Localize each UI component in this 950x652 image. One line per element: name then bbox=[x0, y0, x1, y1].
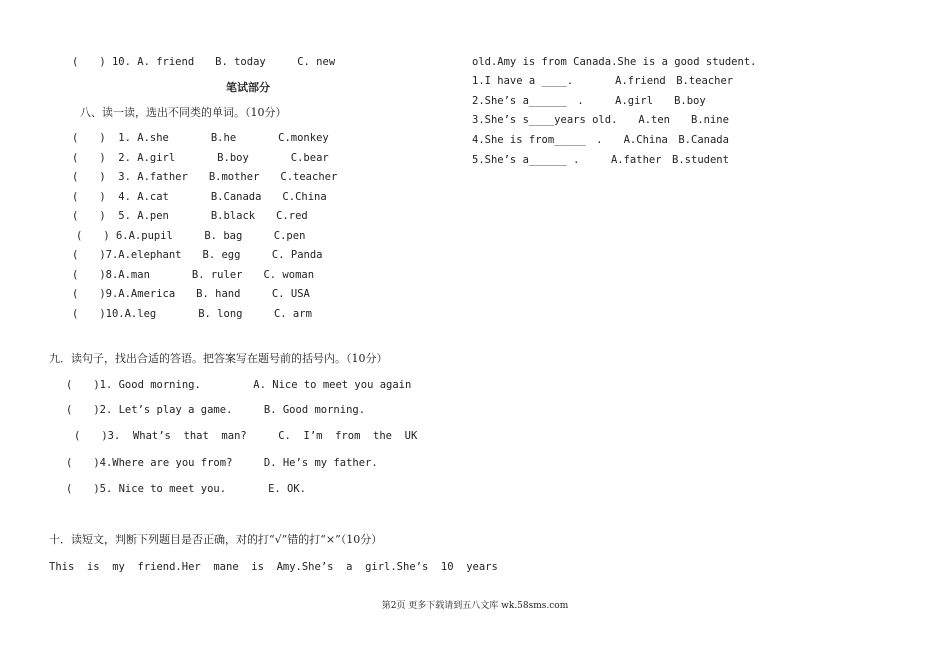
q8-item: ( ) 2. A.girl B.boy C.bear bbox=[72, 152, 329, 164]
q8-item: ( ) 6.A.pupil B. bag C.pen bbox=[76, 230, 306, 242]
q8-item: ( ) 4. A.cat B.Canada C.China bbox=[72, 191, 327, 203]
q10-item: 1.I have a ____. A.friend B.teacher bbox=[472, 75, 734, 87]
q8-heading: 八、读一读，选出不同类的单词。（10分） bbox=[80, 106, 287, 119]
top-item: ( ) 10. A. friend B. today C. new bbox=[72, 56, 336, 68]
q9-item: ( )2. Let’s play a game. B. Good morning. bbox=[66, 404, 366, 416]
q10-passage: This is my friend.Her mane is Amy.She’s a girl.She’s 10 years bbox=[49, 561, 498, 573]
q10-item: 5.She’s a______ . A.father B.student bbox=[472, 154, 729, 166]
q8-item: ( ) 5. A.pen B.black C.red bbox=[72, 210, 308, 222]
q10-item: 4.She is from_____ . A.China B.Canada bbox=[472, 134, 729, 146]
section-title: 笔试部分 bbox=[226, 81, 270, 94]
q9-heading: 九．读句子，找出合适的答语。把答案写在题号前的括号内。（10分） bbox=[49, 352, 388, 365]
q8-item: ( )9.A.America B. hand C. USA bbox=[72, 288, 310, 300]
q10-item: 2.She’s a______ . A.girl B.boy bbox=[472, 95, 706, 107]
q9-item: ( )3. What’s that man? C. I’m from the UK bbox=[74, 430, 418, 442]
q8-item: ( ) 1. A.she B.he C.monkey bbox=[72, 132, 329, 144]
q8-item: ( ) 3. A.father B.mother C.teacher bbox=[72, 171, 338, 183]
page-footer: 第2页 更多下载请到五八文库 wk.58sms.com bbox=[381, 601, 569, 611]
passage-continuation: old.Amy is from Canada.She is a good student. bbox=[472, 56, 757, 68]
q8-item: ( )7.A.elephant B. egg C. Panda bbox=[72, 249, 323, 261]
q9-item: ( )1. Good morning. A. Nice to meet you again bbox=[66, 379, 412, 391]
q10-item: 3.She’s s____years old. A.ten B.nine bbox=[472, 114, 729, 126]
q8-item: ( )8.A.man B. ruler C. woman bbox=[72, 269, 315, 281]
q9-item: ( )4.Where are you from? D. He’s my father. bbox=[66, 457, 378, 469]
q9-item: ( )5. Nice to meet you. E. OK. bbox=[66, 483, 307, 495]
q10-heading: 十．读短文，判断下列题目是否正确，对的打“√”错的打“×”（10分） bbox=[49, 533, 383, 546]
q8-item: ( )10.A.leg B. long C. arm bbox=[72, 308, 312, 320]
